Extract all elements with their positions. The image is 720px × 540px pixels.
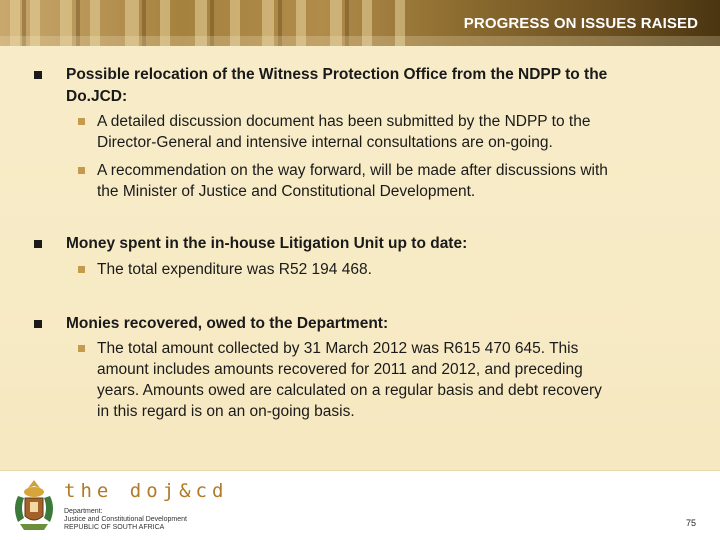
sub-item-line: A detailed discussion document has been submitted by the NDPP to the [97, 113, 591, 130]
dept-line: REPUBLIC OF SOUTH AFRICA [64, 524, 165, 531]
sub-item [97, 259, 697, 280]
page-number: 75 [685, 518, 696, 528]
sub-item-line: A recommendation on the way forward, will be made after discussions with [97, 162, 608, 179]
item-heading-line: Money spent in the in-house Litigation Unit up to date: [66, 235, 468, 252]
sub-item-line: the Minister of Justice and Constitutional Development. [97, 183, 476, 200]
sub-item-line: in this regard is on an on-going basis. [97, 403, 355, 420]
slide-title: PROGRESS ON ISSUES RAISED [463, 15, 698, 32]
sub-item-line: The total amount collected by 31 March 2012 was R615 470 645. This [97, 340, 579, 357]
sub-item [97, 338, 697, 422]
sub-item-line: Director-General and intensive internal consultations are on-going. [97, 134, 553, 151]
sub-bullet-icon [78, 118, 85, 125]
item-heading-line: Monies recovered, owed to the Department: [66, 315, 389, 332]
header-banner [0, 0, 720, 46]
item-heading [66, 233, 706, 255]
coat-of-arms-icon [10, 478, 58, 534]
dept-line: Justice and Constitutional Development [64, 516, 187, 523]
sub-item [97, 160, 697, 202]
brand-logo-text: the doj&cd [64, 480, 229, 502]
sub-item [97, 111, 697, 153]
sub-bullet-icon [78, 167, 85, 174]
item-heading-line: Do.JCD: [66, 88, 128, 105]
bullet-square-icon [34, 320, 42, 328]
department-name [64, 508, 224, 532]
bullet-square-icon [34, 71, 42, 79]
bullet-square-icon [34, 240, 42, 248]
dept-line: Department: [64, 508, 103, 515]
sub-item-line: The total expenditure was R52 194 468. [97, 261, 372, 278]
sub-item-line: years. Amounts owed are calculated on a regular basis and debt recovery [97, 382, 602, 399]
item-heading-line: Possible relocation of the Witness Protection Office from the NDPP to the [66, 66, 608, 83]
sub-bullet-icon [78, 266, 85, 273]
sub-item-line: amount includes amounts recovered for 2011 and 2012, and preceding [97, 361, 583, 378]
item-heading [66, 64, 706, 108]
item-heading [66, 313, 706, 335]
sub-bullet-icon [78, 345, 85, 352]
